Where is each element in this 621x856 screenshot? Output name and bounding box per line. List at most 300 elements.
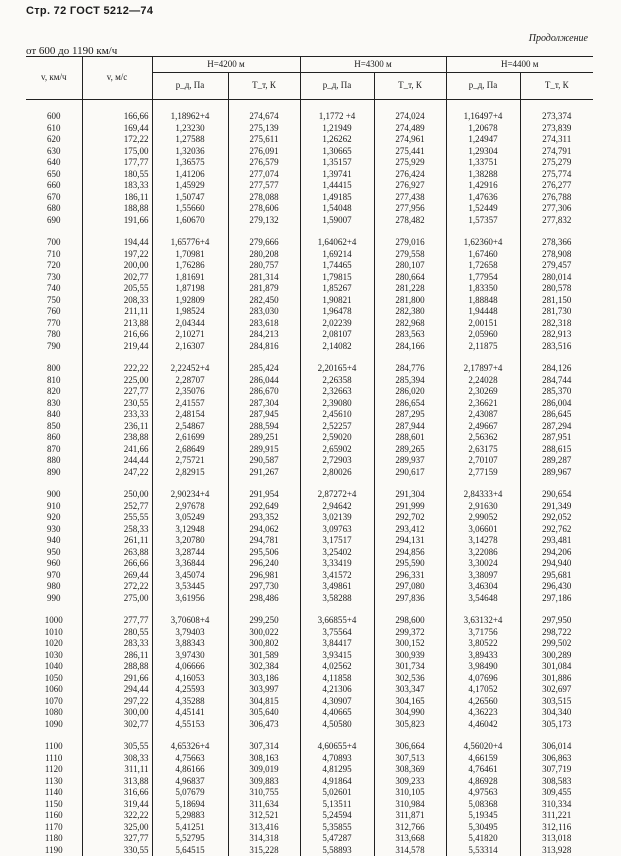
cell-pressure-4200: 4,65326+4	[152, 730, 228, 753]
cell-pressure-4400: 4,76461	[446, 764, 520, 776]
cell-temp-4400: 282,318	[520, 318, 593, 330]
cell-speed-ms: 319,44	[82, 799, 152, 811]
cell-temp-4200: 294,781	[228, 535, 300, 547]
cell-pressure-4200: 5,29883	[152, 810, 228, 822]
cell-temp-4300: 301,734	[374, 661, 446, 673]
cell-temp-4400: 288,615	[520, 444, 593, 456]
cell-temp-4400: 294,206	[520, 547, 593, 559]
cell-temp-4400: 274,791	[520, 146, 593, 158]
cell-speed-kmh: 1030	[26, 650, 82, 662]
cell-temp-4400: 296,430	[520, 581, 593, 593]
cell-speed-kmh: 760	[26, 306, 82, 318]
cell-speed-ms: 200,00	[82, 260, 152, 272]
table-row	[26, 638, 593, 650]
cell-speed-kmh: 940	[26, 535, 82, 547]
table-row	[26, 146, 593, 158]
cell-pressure-4200: 2,82915	[152, 467, 228, 479]
cell-pressure-4300: 1,85267	[300, 283, 374, 295]
cell-pressure-4400: 3,98490	[446, 661, 520, 673]
cell-pressure-4400: 5,19345	[446, 810, 520, 822]
cell-temp-4300: 283,563	[374, 329, 446, 341]
cell-temp-4200: 276,091	[228, 146, 300, 158]
cell-speed-kmh: 860	[26, 432, 82, 444]
cell-temp-4400: 276,788	[520, 192, 593, 204]
cell-speed-kmh: 910	[26, 501, 82, 513]
cell-temp-4200: 281,879	[228, 283, 300, 295]
cell-temp-4200: 294,062	[228, 524, 300, 536]
cell-pressure-4200: 2,22452+4	[152, 352, 228, 375]
cell-pressure-4300: 4,40665	[300, 707, 374, 719]
cell-pressure-4200: 1,98524	[152, 306, 228, 318]
col-header-temperature: T_т, К	[520, 73, 593, 100]
cell-pressure-4200: 2,48154	[152, 409, 228, 421]
cell-temp-4400: 276,277	[520, 180, 593, 192]
table-row	[26, 123, 593, 135]
cell-pressure-4300: 3,33419	[300, 558, 374, 570]
cell-pressure-4300: 4,91864	[300, 776, 374, 788]
cell-temp-4300: 291,999	[374, 501, 446, 513]
cell-pressure-4300: 3,17517	[300, 535, 374, 547]
cell-pressure-4200: 2,16307	[152, 341, 228, 353]
cell-speed-kmh: 740	[26, 283, 82, 295]
table-row	[26, 696, 593, 708]
cell-temp-4400: 283,516	[520, 341, 593, 353]
cell-temp-4200: 304,815	[228, 696, 300, 708]
cell-temp-4300: 274,024	[374, 100, 446, 123]
cell-pressure-4300: 5,47287	[300, 833, 374, 845]
cell-pressure-4200: 2,90234+4	[152, 478, 228, 501]
cell-temp-4200: 309,883	[228, 776, 300, 788]
table-row	[26, 822, 593, 834]
cell-temp-4300: 286,654	[374, 398, 446, 410]
table-row	[26, 661, 593, 673]
cell-pressure-4200: 2,35076	[152, 386, 228, 398]
table-row	[26, 306, 593, 318]
cell-speed-ms: 261,11	[82, 535, 152, 547]
cell-pressure-4300: 1,49185	[300, 192, 374, 204]
cell-pressure-4200: 1,70981	[152, 249, 228, 261]
cell-speed-ms: 252,77	[82, 501, 152, 513]
cell-temp-4400: 301,084	[520, 661, 593, 673]
cell-temp-4400: 290,654	[520, 478, 593, 501]
cell-pressure-4400: 2,70107	[446, 455, 520, 467]
cell-pressure-4200: 3,70608+4	[152, 604, 228, 627]
cell-pressure-4300: 3,84417	[300, 638, 374, 650]
cell-speed-ms: 313,88	[82, 776, 152, 788]
table-row	[26, 535, 593, 547]
cell-speed-kmh: 620	[26, 134, 82, 146]
cell-pressure-4200: 3,88343	[152, 638, 228, 650]
cell-speed-ms: 205,55	[82, 283, 152, 295]
cell-pressure-4400: 4,46042	[446, 719, 520, 731]
cell-temp-4400: 278,908	[520, 249, 593, 261]
cell-speed-ms: 166,66	[82, 100, 152, 123]
cell-speed-ms: 186,11	[82, 192, 152, 204]
cell-temp-4300: 289,937	[374, 455, 446, 467]
table-row	[26, 341, 593, 353]
cell-pressure-4400: 2,00151	[446, 318, 520, 330]
cell-pressure-4300: 2,94642	[300, 501, 374, 513]
cell-pressure-4400: 1,62360+4	[446, 226, 520, 249]
table-row	[26, 753, 593, 765]
cell-speed-kmh: 1160	[26, 810, 82, 822]
cell-speed-ms: 294,44	[82, 684, 152, 696]
cell-temp-4200: 277,577	[228, 180, 300, 192]
cell-pressure-4300: 1,30665	[300, 146, 374, 158]
table-row	[26, 398, 593, 410]
cell-temp-4400: 279,457	[520, 260, 593, 272]
cell-pressure-4200: 1,36575	[152, 157, 228, 169]
cell-temp-4300: 295,590	[374, 558, 446, 570]
cell-pressure-4300: 4,50580	[300, 719, 374, 731]
cell-speed-ms: 327,77	[82, 833, 152, 845]
cell-temp-4200: 284,816	[228, 341, 300, 353]
cell-temp-4200: 283,618	[228, 318, 300, 330]
cell-pressure-4200: 1,60670	[152, 215, 228, 227]
cell-temp-4200: 284,213	[228, 329, 300, 341]
cell-speed-ms: 305,55	[82, 730, 152, 753]
cell-temp-4400: 277,306	[520, 203, 593, 215]
cell-temp-4400: 306,863	[520, 753, 593, 765]
cell-speed-ms: 291,66	[82, 673, 152, 685]
table-row	[26, 329, 593, 341]
cell-speed-ms: 177,77	[82, 157, 152, 169]
cell-speed-ms: 250,00	[82, 478, 152, 501]
cell-speed-ms: 258,33	[82, 524, 152, 536]
table-row	[26, 421, 593, 433]
cell-temp-4200: 313,416	[228, 822, 300, 834]
cell-pressure-4200: 5,41251	[152, 822, 228, 834]
cell-temp-4400: 291,349	[520, 501, 593, 513]
cell-temp-4300: 277,956	[374, 203, 446, 215]
cell-pressure-4400: 2,77159	[446, 467, 520, 479]
cell-temp-4200: 287,304	[228, 398, 300, 410]
cell-pressure-4200: 4,75663	[152, 753, 228, 765]
cell-pressure-4300: 4,30907	[300, 696, 374, 708]
cell-pressure-4400: 1,77954	[446, 272, 520, 284]
cell-speed-kmh: 1190	[26, 845, 82, 856]
cell-speed-ms: 280,55	[82, 627, 152, 639]
cell-pressure-4300: 1,54048	[300, 203, 374, 215]
cell-temp-4400: 297,186	[520, 593, 593, 605]
cell-speed-kmh: 640	[26, 157, 82, 169]
cell-temp-4300: 306,664	[374, 730, 446, 753]
cell-pressure-4200: 5,64515	[152, 845, 228, 856]
cell-temp-4400: 292,052	[520, 512, 593, 524]
cell-speed-kmh: 710	[26, 249, 82, 261]
cell-pressure-4400: 3,38097	[446, 570, 520, 582]
cell-temp-4200: 315,228	[228, 845, 300, 856]
table-row	[26, 295, 593, 307]
cell-pressure-4200: 4,96837	[152, 776, 228, 788]
cell-temp-4400: 298,722	[520, 627, 593, 639]
cell-temp-4200: 289,915	[228, 444, 300, 456]
cell-pressure-4300: 5,24594	[300, 810, 374, 822]
cell-pressure-4400: 4,56020+4	[446, 730, 520, 753]
table-row	[26, 570, 593, 582]
cell-temp-4200: 290,587	[228, 455, 300, 467]
cell-speed-kmh: 810	[26, 375, 82, 387]
table-row	[26, 386, 593, 398]
cell-temp-4200: 279,132	[228, 215, 300, 227]
cell-pressure-4300: 4,70893	[300, 753, 374, 765]
cell-temp-4200: 282,450	[228, 295, 300, 307]
cell-pressure-4300: 1,39741	[300, 169, 374, 181]
cell-pressure-4300: 1,44415	[300, 180, 374, 192]
cell-temp-4200: 310,755	[228, 787, 300, 799]
cell-pressure-4200: 1,87198	[152, 283, 228, 295]
cell-pressure-4300: 1,64062+4	[300, 226, 374, 249]
cell-pressure-4200: 4,25593	[152, 684, 228, 696]
cell-pressure-4400: 1,52449	[446, 203, 520, 215]
cell-pressure-4300: 2,87272+4	[300, 478, 374, 501]
group-header-4200: H=4200 м	[152, 57, 300, 73]
cell-pressure-4300: 2,20165+4	[300, 352, 374, 375]
cell-speed-kmh: 900	[26, 478, 82, 501]
table-row	[26, 684, 593, 696]
table-row	[26, 432, 593, 444]
cell-temp-4200: 278,088	[228, 192, 300, 204]
table-row	[26, 501, 593, 513]
table-row	[26, 512, 593, 524]
cell-pressure-4200: 2,28707	[152, 375, 228, 387]
cell-pressure-4400: 1,88848	[446, 295, 520, 307]
cell-pressure-4400: 1,33751	[446, 157, 520, 169]
cell-temp-4200: 293,352	[228, 512, 300, 524]
table-row	[26, 799, 593, 811]
atmosphere-table	[26, 56, 593, 856]
cell-temp-4400: 292,762	[520, 524, 593, 536]
cell-temp-4300: 284,776	[374, 352, 446, 375]
cell-temp-4400: 300,289	[520, 650, 593, 662]
cell-temp-4400: 285,370	[520, 386, 593, 398]
cell-pressure-4200: 5,18694	[152, 799, 228, 811]
col-header-pressure: p_д, Па	[446, 73, 520, 100]
cell-temp-4300: 310,105	[374, 787, 446, 799]
cell-speed-kmh: 630	[26, 146, 82, 158]
cell-speed-kmh: 1140	[26, 787, 82, 799]
cell-speed-ms: 233,33	[82, 409, 152, 421]
cell-temp-4300: 307,513	[374, 753, 446, 765]
cell-speed-kmh: 730	[26, 272, 82, 284]
cell-speed-ms: 311,11	[82, 764, 152, 776]
cell-temp-4300: 274,489	[374, 123, 446, 135]
cell-speed-ms: 266,66	[82, 558, 152, 570]
cell-pressure-4300: 2,59020	[300, 432, 374, 444]
cell-temp-4300: 291,304	[374, 478, 446, 501]
cell-speed-ms: 172,22	[82, 134, 152, 146]
cell-temp-4400: 304,340	[520, 707, 593, 719]
cell-temp-4400: 289,967	[520, 467, 593, 479]
cell-speed-ms: 197,22	[82, 249, 152, 261]
cell-temp-4300: 290,617	[374, 467, 446, 479]
cell-pressure-4200: 3,45074	[152, 570, 228, 582]
cell-temp-4200: 286,670	[228, 386, 300, 398]
cell-temp-4200: 291,267	[228, 467, 300, 479]
cell-speed-ms: 308,33	[82, 753, 152, 765]
cell-pressure-4400: 3,06601	[446, 524, 520, 536]
cell-speed-ms: 283,33	[82, 638, 152, 650]
table-row	[26, 100, 593, 123]
cell-pressure-4400: 2,24028	[446, 375, 520, 387]
cell-pressure-4200: 3,05249	[152, 512, 228, 524]
cell-pressure-4400: 1,24947	[446, 134, 520, 146]
cell-speed-kmh: 780	[26, 329, 82, 341]
cell-pressure-4300: 1,69214	[300, 249, 374, 261]
cell-pressure-4300: 5,35855	[300, 822, 374, 834]
cell-pressure-4300: 5,02601	[300, 787, 374, 799]
cell-speed-kmh: 670	[26, 192, 82, 204]
table-row	[26, 260, 593, 272]
cell-speed-kmh: 680	[26, 203, 82, 215]
cell-temp-4300: 279,558	[374, 249, 446, 261]
cell-temp-4300: 293,412	[374, 524, 446, 536]
cell-pressure-4200: 2,97678	[152, 501, 228, 513]
cell-temp-4200: 301,589	[228, 650, 300, 662]
cell-speed-ms: 208,33	[82, 295, 152, 307]
cell-speed-kmh: 820	[26, 386, 82, 398]
cell-temp-4400: 281,150	[520, 295, 593, 307]
cell-temp-4200: 289,251	[228, 432, 300, 444]
cell-pressure-4200: 1,65776+4	[152, 226, 228, 249]
cell-pressure-4400: 3,89433	[446, 650, 520, 662]
table-row	[26, 719, 593, 731]
table-row	[26, 272, 593, 284]
cell-temp-4300: 311,871	[374, 810, 446, 822]
cell-pressure-4400: 4,36223	[446, 707, 520, 719]
cell-speed-kmh: 1050	[26, 673, 82, 685]
cell-temp-4400: 275,774	[520, 169, 593, 181]
cell-temp-4400: 294,940	[520, 558, 593, 570]
cell-pressure-4300: 2,14082	[300, 341, 374, 353]
cell-temp-4200: 280,757	[228, 260, 300, 272]
cell-temp-4400: 284,126	[520, 352, 593, 375]
cell-pressure-4200: 1,27588	[152, 134, 228, 146]
cell-speed-kmh: 700	[26, 226, 82, 249]
cell-speed-ms: 244,44	[82, 455, 152, 467]
cell-pressure-4200: 1,45929	[152, 180, 228, 192]
cell-speed-ms: 302,77	[82, 719, 152, 731]
cell-pressure-4400: 4,26560	[446, 696, 520, 708]
cell-speed-ms: 288,88	[82, 661, 152, 673]
table-row	[26, 134, 593, 146]
cell-temp-4300: 279,016	[374, 226, 446, 249]
table-row	[26, 707, 593, 719]
cell-pressure-4300: 1,79815	[300, 272, 374, 284]
cell-speed-kmh: 720	[26, 260, 82, 272]
cell-temp-4200: 281,314	[228, 272, 300, 284]
cell-pressure-4400: 2,11875	[446, 341, 520, 353]
cell-temp-4300: 292,702	[374, 512, 446, 524]
cell-pressure-4300: 3,66855+4	[300, 604, 374, 627]
table-row	[26, 787, 593, 799]
cell-temp-4200: 275,611	[228, 134, 300, 146]
cell-temp-4300: 284,166	[374, 341, 446, 353]
cell-pressure-4200: 1,50747	[152, 192, 228, 204]
cell-pressure-4300: 4,02562	[300, 661, 374, 673]
col-header-pressure: p_д, Па	[152, 73, 228, 100]
cell-pressure-4300: 5,13511	[300, 799, 374, 811]
cell-pressure-4200: 1,55660	[152, 203, 228, 215]
cell-temp-4200: 288,594	[228, 421, 300, 433]
cell-pressure-4400: 1,16497+4	[446, 100, 520, 123]
cell-pressure-4200: 2,10271	[152, 329, 228, 341]
cell-pressure-4300: 3,25402	[300, 547, 374, 559]
cell-temp-4400: 287,294	[520, 421, 593, 433]
cell-temp-4400: 281,730	[520, 306, 593, 318]
cell-pressure-4200: 3,20780	[152, 535, 228, 547]
cell-pressure-4200: 5,52795	[152, 833, 228, 845]
cell-temp-4200: 306,473	[228, 719, 300, 731]
cell-speed-ms: 194,44	[82, 226, 152, 249]
cell-temp-4400: 275,279	[520, 157, 593, 169]
cell-pressure-4200: 1,32036	[152, 146, 228, 158]
cell-speed-ms: 222,22	[82, 352, 152, 375]
table-row	[26, 547, 593, 559]
table-row	[26, 581, 593, 593]
cell-speed-ms: 330,55	[82, 845, 152, 856]
table-row	[26, 375, 593, 387]
cell-pressure-4200: 3,12948	[152, 524, 228, 536]
cell-pressure-4400: 4,17052	[446, 684, 520, 696]
cell-temp-4200: 279,666	[228, 226, 300, 249]
cell-temp-4300: 276,927	[374, 180, 446, 192]
table-row	[26, 283, 593, 295]
cell-temp-4200: 275,139	[228, 123, 300, 135]
cell-speed-kmh: 880	[26, 455, 82, 467]
cell-temp-4300: 282,380	[374, 306, 446, 318]
cell-pressure-4400: 1,57357	[446, 215, 520, 227]
cell-pressure-4400: 3,80522	[446, 638, 520, 650]
cell-pressure-4200: 4,45141	[152, 707, 228, 719]
cell-temp-4200: 296,240	[228, 558, 300, 570]
cell-temp-4300: 309,233	[374, 776, 446, 788]
cell-pressure-4300: 2,72903	[300, 455, 374, 467]
cell-speed-ms: 213,88	[82, 318, 152, 330]
cell-speed-kmh: 650	[26, 169, 82, 181]
cell-speed-kmh: 960	[26, 558, 82, 570]
cell-temp-4200: 280,208	[228, 249, 300, 261]
cell-pressure-4400: 3,71756	[446, 627, 520, 639]
cell-pressure-4400: 2,63175	[446, 444, 520, 456]
cell-speed-ms: 272,22	[82, 581, 152, 593]
cell-speed-kmh: 1180	[26, 833, 82, 845]
cell-pressure-4200: 1,41206	[152, 169, 228, 181]
cell-temp-4200: 307,314	[228, 730, 300, 753]
cell-pressure-4400: 5,53314	[446, 845, 520, 856]
cell-speed-kmh: 790	[26, 341, 82, 353]
cell-speed-ms: 325,00	[82, 822, 152, 834]
cell-pressure-4300: 2,52257	[300, 421, 374, 433]
table-row	[26, 524, 593, 536]
cell-temp-4300: 281,800	[374, 295, 446, 307]
cell-speed-ms: 286,11	[82, 650, 152, 662]
cell-pressure-4200: 2,04344	[152, 318, 228, 330]
cell-temp-4400: 282,913	[520, 329, 593, 341]
cell-temp-4300: 314,578	[374, 845, 446, 856]
cell-temp-4300: 281,228	[374, 283, 446, 295]
cell-pressure-4300: 1,35157	[300, 157, 374, 169]
col-header-speed-kmh: v, км/ч	[26, 57, 82, 100]
cell-pressure-4300: 2,02239	[300, 318, 374, 330]
table-row	[26, 180, 593, 192]
table-row	[26, 650, 593, 662]
cell-speed-ms: 188,88	[82, 203, 152, 215]
cell-speed-ms: 322,22	[82, 810, 152, 822]
cell-pressure-4400: 3,14278	[446, 535, 520, 547]
cell-pressure-4300: 2,80026	[300, 467, 374, 479]
cell-speed-ms: 230,55	[82, 398, 152, 410]
